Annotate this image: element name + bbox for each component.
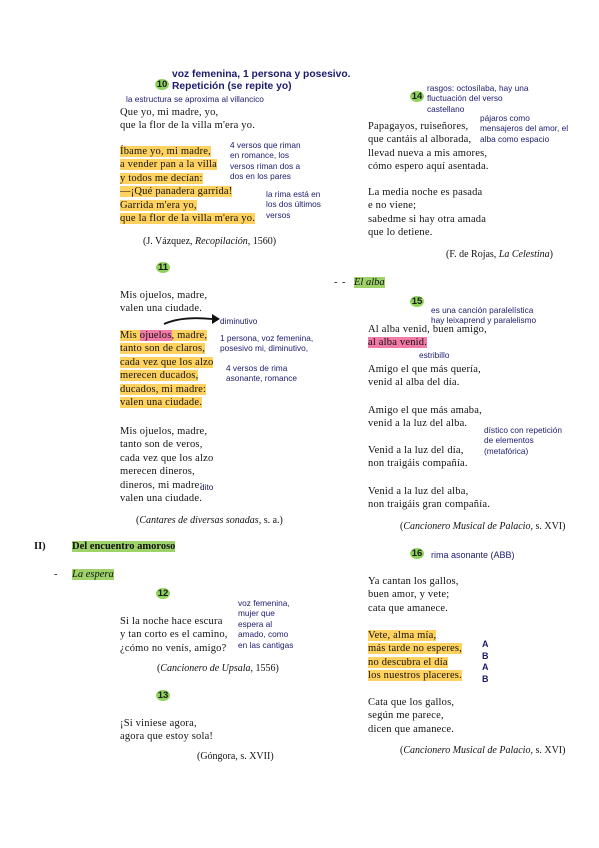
- verse-line: venid al alba del día.: [368, 377, 460, 389]
- poem-11-source: (Cantares de diversas sonadas, s. a.): [136, 515, 283, 526]
- verse-line: tanto son de claros,: [120, 343, 206, 355]
- verse-line: Mis ojuelos, madre,: [120, 330, 208, 341]
- note-estribillo: estribillo: [419, 350, 450, 360]
- arrow-icon: [162, 312, 222, 328]
- verse-line: Venid a la luz del alba,: [368, 486, 469, 497]
- note-distico: dístico con repetición de elementos (metafórica): [484, 425, 562, 456]
- poem-15-source: (Cancionero Musical de Palacio, s. XVI): [400, 521, 566, 532]
- poem-15-stanza-2: [368, 363, 481, 390]
- verse-line: y tan corto es el camino,: [120, 629, 228, 641]
- note-romance: 4 versos que riman en romance, los versos riman dos a dos en los pares: [230, 140, 301, 182]
- note-pajaros: pájaros como mensajeros del amor, el alba como espacio: [480, 113, 569, 144]
- verse-line: que la flor de la villa m'era yo.: [120, 120, 256, 132]
- note-hablado: dito: [200, 482, 214, 492]
- verse-line: Que yo, mi madre, yo,: [120, 107, 219, 118]
- verse-line: al alba venid.: [368, 337, 428, 349]
- verse-line: Mis ojuelos, madre,: [120, 290, 208, 301]
- note-rasgos: rasgos: octosílaba, hay una fluctuación del verso castellano: [427, 83, 529, 114]
- poem-10-heading: [172, 69, 351, 93]
- poem-16-source: (Cancionero Musical de Palacio, s. XVI): [400, 745, 566, 756]
- poem-15-stanza-3: [368, 404, 482, 431]
- verse-line: La media noche es pasada: [368, 187, 483, 198]
- poem-13-number: 13: [157, 690, 169, 701]
- verse-line: que lo detiene.: [368, 227, 433, 239]
- verse-line: valen una ciudade.: [120, 303, 203, 315]
- note-paralelistica: es una canción paralelística hay leixaprend y paralelismo: [431, 305, 537, 326]
- subsection-espera: [54, 569, 114, 580]
- rhyme-scheme: A B A B: [482, 639, 489, 684]
- poem-10-heading-line-2: Repetición (se repite yo): [172, 81, 292, 92]
- subsection-dash: -: [342, 277, 346, 288]
- verse-line: a vender pan a la villa: [120, 159, 218, 171]
- verse-line: que cantáis al alborada,: [368, 134, 472, 146]
- subsection-alba: [342, 277, 385, 288]
- verse-line: cada vez que los alzo: [120, 452, 214, 464]
- verse-line: agora que estoy sola!: [120, 731, 214, 743]
- verse-line: que la flor de la villa m'era yo.: [120, 213, 256, 225]
- verse-line: según me parece,: [368, 710, 444, 722]
- verse-line: Cata que los gallos,: [368, 697, 455, 708]
- verse-line: e no viene;: [368, 200, 417, 212]
- verse-line: Íbame yo, mi madre,: [120, 146, 211, 157]
- verse-line: buen amor, y vete;: [368, 589, 450, 601]
- verse-line: no descubra el día: [368, 656, 448, 668]
- verse-line: Amigo el que más amaba,: [368, 405, 482, 416]
- poem-14-stanza-2: [368, 186, 486, 240]
- poem-11-stanza-2: [120, 329, 213, 409]
- verse-line: cómo espero aquí asentada.: [368, 161, 489, 173]
- verse-line: ducados, mi madre:: [120, 383, 207, 395]
- verse-line: sabedme si hay otra amada: [368, 213, 487, 225]
- poem-14-number: 14: [411, 91, 423, 102]
- verse-line: más tarde no esperes,: [368, 643, 462, 655]
- verse-line: los nuestros placeres.: [368, 670, 462, 682]
- mid-dash: -: [334, 277, 338, 288]
- verse-line: valen una ciudade.: [120, 493, 203, 505]
- verse-line: venid a la luz del alba.: [368, 418, 468, 430]
- section-2-number: II): [34, 541, 46, 552]
- verse-line: Venid a la luz del día,: [368, 445, 464, 456]
- poem-16-stanza-1: [368, 575, 459, 615]
- verse-line: Ya cantan los gallos,: [368, 576, 459, 587]
- poem-14-source: (F. de Rojas, La Celestina): [446, 249, 553, 260]
- poem-15-number: 15: [411, 296, 423, 307]
- verse-line: cada vez que los alzo: [120, 356, 214, 368]
- verse-line: merecen dineros,: [120, 466, 195, 478]
- poem-15-stanza-5: [368, 485, 490, 512]
- section-2-heading: [34, 541, 175, 552]
- verse-line: Mis ojuelos, madre,: [120, 426, 208, 437]
- highlight-ojuelos: ojuelos: [139, 330, 172, 341]
- note-persona: 1 persona, voz femenina, posesivo mi, diminutivo,: [220, 333, 314, 354]
- verse-line: y todos me decían:: [120, 172, 203, 184]
- poem-15-stanza-1: [368, 323, 487, 350]
- poem-14-stanza-1: [368, 120, 489, 174]
- poem-12-stanza: [120, 615, 228, 655]
- note-rima-ultimos: la rima está en los dos últimos versos: [266, 189, 321, 220]
- poem-10-source: (J. Vázquez, Recopilación, 1560): [143, 236, 277, 247]
- verse-line: —¡Qué panadera garrida!: [120, 186, 233, 198]
- note-villancico: la estructura se aproxima al villancico: [126, 94, 264, 104]
- verse-line: tanto son de veros,: [120, 439, 203, 451]
- verse-line: Garrida m'era yo,: [120, 199, 197, 211]
- poem-16-stanza-3: [368, 696, 454, 736]
- poem-16-number: 16: [411, 548, 423, 559]
- poem-10-stanza-1: [120, 106, 255, 133]
- verse-line: dineros, mi madre:: [120, 479, 203, 491]
- poem-12-number: 12: [157, 588, 169, 599]
- verse-line: Si la noche hace escura: [120, 616, 223, 627]
- subsection-espera-title: La espera: [72, 569, 114, 580]
- verse-line: dicen que amanece.: [368, 723, 455, 735]
- note-voz-femenina: voz femenina, mujer que espera al amado, como en las cantigas: [238, 598, 294, 650]
- verse-line: non traigáis gran compañía.: [368, 499, 491, 511]
- subsection-alba-title: El alba: [354, 277, 385, 288]
- poem-11-number: 11: [157, 262, 169, 273]
- verse-line: merecen ducados,: [120, 370, 199, 382]
- verse-line: valen una ciudade.: [120, 397, 203, 409]
- poem-16-stanza-2: [368, 629, 462, 683]
- poem-11-stanza-3: [120, 425, 213, 505]
- verse-line: Vete, alma mía,: [368, 630, 437, 641]
- verse-line: Al alba venid, buen amigo,: [368, 324, 487, 335]
- verse-line: Amigo el que más quería,: [368, 364, 481, 375]
- verse-line: Papagayos, ruiseñores,: [368, 121, 469, 132]
- verse-line: ¿cómo no venís, amigo?: [120, 642, 227, 654]
- poem-10-heading-line-1: voz femenina, 1 persona y posesivo.: [172, 69, 351, 80]
- verse-line: llevad nueva a mis amores,: [368, 147, 488, 159]
- poem-12-source: (Cancionero de Upsala, 1556): [157, 663, 279, 674]
- note-4-versos: 4 versos de rima asonante, romance: [226, 363, 298, 384]
- section-2-title: Del encuentro amoroso: [72, 541, 176, 552]
- poem-10-number: 10: [156, 79, 168, 90]
- poem-13-source: (Góngora, s. XVII): [197, 751, 274, 762]
- note-rima-asonante: rima asonante (ABB): [431, 550, 515, 560]
- subsection-dash: -: [54, 569, 58, 580]
- verse-line: non traigáis compañía.: [368, 458, 468, 470]
- poem-15-stanza-4: [368, 444, 468, 471]
- note-diminutivo: diminutivo: [220, 316, 258, 326]
- verse-line: ¡Si viniese agora,: [120, 718, 197, 729]
- verse-line: cata que amanece.: [368, 602, 449, 614]
- poem-13-stanza: [120, 717, 213, 744]
